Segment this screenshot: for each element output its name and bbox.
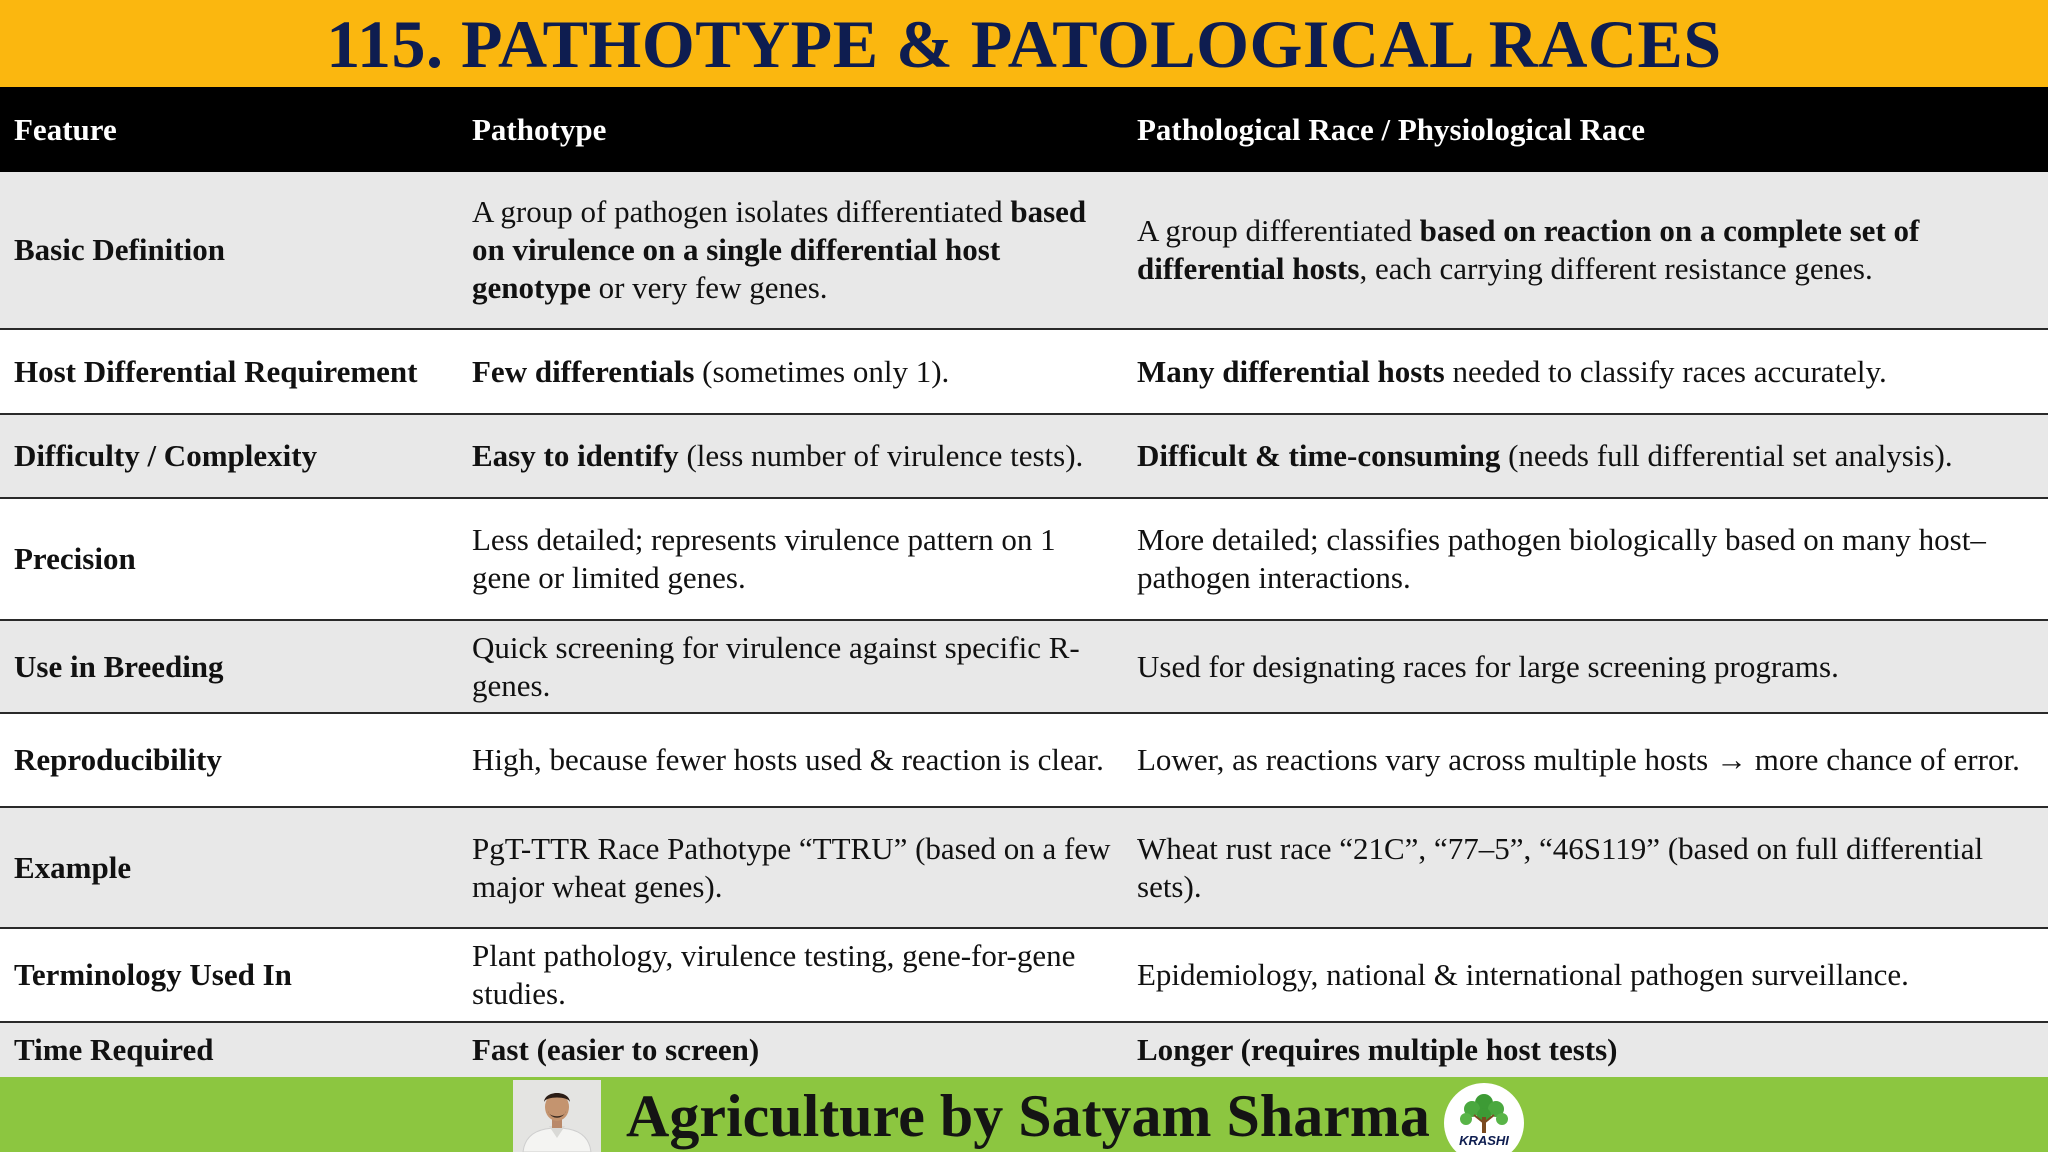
pathotype-cell (472, 621, 1112, 712)
text-segment: Epidemiology, national & international pathogen surveillance. (1137, 957, 1909, 992)
person-photo-icon (513, 1080, 601, 1152)
table-row (0, 808, 2048, 929)
table-row (0, 330, 2048, 415)
text-segment: Used for designating races for large screening programs. (1137, 648, 1839, 684)
table-row (0, 929, 2048, 1023)
text-segment: (sometimes only 1). (694, 353, 950, 389)
pathotype-cell (472, 499, 1112, 619)
table-row (0, 415, 2048, 499)
header-pathotype: Pathotype (472, 112, 607, 147)
feature-cell (14, 714, 459, 806)
text-segment: Plant pathology, virulence testing, gene-for-gene studies. (472, 938, 1076, 1011)
pathotype-cell (472, 929, 1112, 1021)
text-segment: needed to classify races accurately. (1444, 353, 1887, 389)
text-segment: or very few genes. (590, 270, 828, 305)
feature-label: Precision (14, 541, 136, 576)
race-cell (1137, 714, 2037, 806)
text-segment: (needs full differential set analysis). (1500, 438, 1953, 473)
text-segment: PgT-TTR Race Pathotype “TTRU” (based on a few major wheat genes). (472, 830, 1111, 904)
text-segment: , each carrying different resistance genes. (1359, 251, 1873, 286)
feature-cell (14, 172, 459, 328)
feature-cell (14, 929, 459, 1021)
race-cell (1137, 1023, 2037, 1077)
text-segment: (less number of virulence tests). (678, 438, 1084, 473)
bold-text-segment: based on virulence on a single differential host genotype (472, 194, 1087, 305)
header-feature: Feature (14, 112, 117, 147)
text-segment: A group differentiated (1137, 213, 1420, 248)
bold-text-segment: Few differentials (472, 353, 695, 389)
pathotype-cell (472, 714, 1112, 806)
bold-text-segment: based on reaction on a complete set of differential hosts (1137, 213, 1920, 286)
brand-name: Agriculture by Satyam Sharma (626, 1083, 1430, 1149)
feature-cell (14, 621, 459, 712)
text-segment: A group of pathogen isolates differentiated (472, 194, 1011, 229)
pathotype-cell (472, 1023, 1112, 1077)
pathotype-cell (472, 330, 1112, 413)
bold-text-segment: Many differential hosts (1137, 353, 1445, 389)
text-segment: Quick screening for virulence against specific R-genes. (472, 629, 1080, 703)
text-segment: High, because fewer hosts used & reaction is clear. (472, 742, 1104, 777)
feature-cell (14, 808, 459, 927)
feature-label: Host Differential Requirement (14, 353, 418, 389)
feature-label: Terminology Used In (14, 957, 292, 992)
text-segment: Less detailed; represents virulence pattern on 1 gene or limited genes. (472, 522, 1056, 595)
feature-cell (14, 415, 459, 497)
bold-text-segment: Longer (requires multiple host tests) (1137, 1032, 1618, 1067)
table-row (0, 621, 2048, 714)
table-row (0, 1023, 2048, 1077)
title-bar (0, 0, 2048, 87)
feature-cell (14, 499, 459, 619)
bold-text-segment: Difficult & time-consuming (1137, 438, 1501, 473)
table-header (0, 87, 2048, 172)
race-cell (1137, 499, 2037, 619)
pathotype-cell (472, 172, 1112, 328)
table-row (0, 499, 2048, 621)
feature-cell (14, 330, 459, 413)
bold-text-segment: Easy to identify (472, 438, 679, 473)
feature-label: Time Required (14, 1032, 214, 1067)
table-row (0, 172, 2048, 330)
race-cell (1137, 415, 2037, 497)
feature-label: Use in Breeding (14, 648, 224, 684)
feature-label: Reproducibility (14, 742, 222, 777)
footer (0, 1077, 2048, 1152)
table-row (0, 714, 2048, 808)
feature-label: Basic Definition (14, 232, 225, 267)
feature-label: Example (14, 849, 132, 885)
race-cell (1137, 808, 2037, 927)
race-cell (1137, 621, 2037, 712)
race-cell (1137, 929, 2037, 1021)
feature-cell (14, 1023, 459, 1077)
pathotype-cell (472, 808, 1112, 927)
race-cell (1137, 330, 2037, 413)
text-segment: Wheat rust race “21C”, “77–5”, “46S119” (based on full differential sets). (1137, 830, 1984, 904)
text-segment: More detailed; classifies pathogen biologically based on many host–pathogen interactions. (1137, 522, 1986, 595)
header-race: Pathological Race / Physiological Race (1137, 112, 1645, 147)
pathotype-cell (472, 415, 1112, 497)
logo-text: KRASHI (1459, 1133, 1509, 1148)
race-cell (1137, 172, 2037, 328)
text-segment: Lower, as reactions vary across multiple hosts → more chance of error. (1137, 742, 2020, 777)
bold-text-segment: Fast (easier to screen) (472, 1032, 760, 1067)
page-title: 115. PATHOTYPE & PATOLOGICAL RACES (326, 5, 1722, 82)
feature-label: Difficulty / Complexity (14, 438, 318, 473)
tree-logo-icon (1444, 1083, 1524, 1163)
